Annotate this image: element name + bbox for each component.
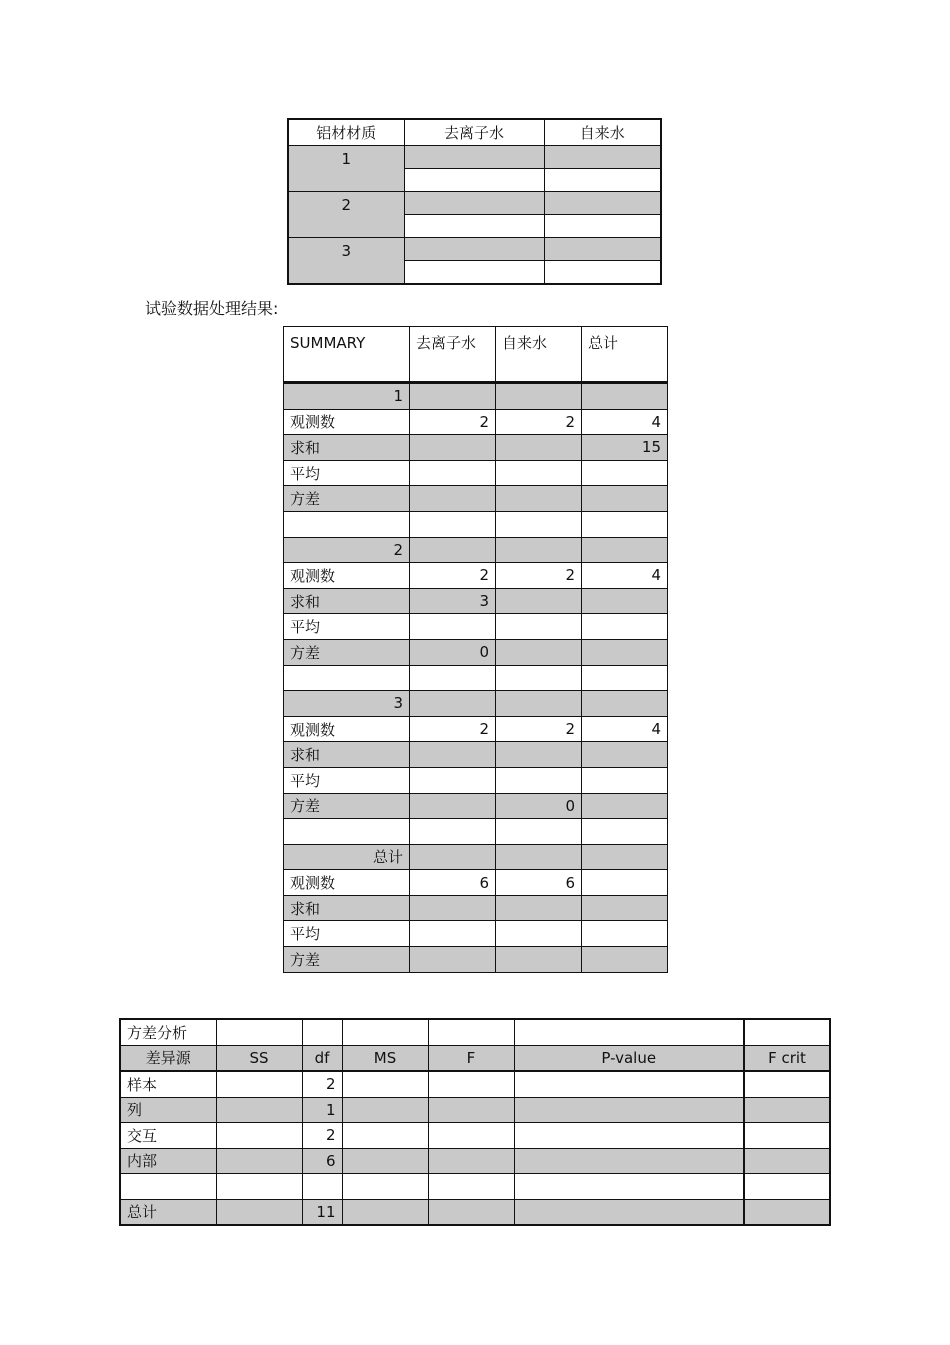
table-cell: [404, 215, 544, 238]
table-row: [284, 383, 668, 410]
summary-table: [283, 326, 668, 973]
table-cell: [544, 192, 661, 215]
table-cell: 11: [302, 1199, 342, 1225]
table-cell: [496, 895, 582, 921]
row-label: [284, 665, 410, 691]
table-cell: [216, 1019, 302, 1045]
table-cell: [216, 1148, 302, 1174]
anova-table: [119, 1018, 831, 1226]
table-cell: [582, 742, 668, 768]
table-cell: [514, 1199, 744, 1225]
table-cell: [428, 1071, 514, 1097]
row-label: 平均: [284, 614, 410, 640]
table-cell: 6: [496, 870, 582, 896]
row-label: 总计: [120, 1199, 216, 1225]
table-cell: [514, 1071, 744, 1097]
table-cell: [582, 486, 668, 512]
table-cell: [342, 1199, 428, 1225]
table-cell: 2: [410, 563, 496, 589]
table-cell: [410, 742, 496, 768]
anova-header: 差异源: [120, 1045, 216, 1071]
table-row: [120, 1123, 830, 1149]
table-row: [288, 238, 661, 261]
table-row: [284, 537, 668, 563]
table-cell: [514, 1123, 744, 1149]
table-cell: [410, 665, 496, 691]
table-cell: [496, 691, 582, 717]
anova-title: 方差分析: [120, 1019, 216, 1045]
table-cell: 4: [582, 563, 668, 589]
table-row: [284, 742, 668, 768]
table-row: [284, 793, 668, 819]
table-cell: [496, 511, 582, 537]
anova-body: [120, 1071, 830, 1225]
group-label: 1: [288, 146, 404, 192]
table-cell: 15: [582, 435, 668, 461]
header-tap-water: 自来水: [544, 119, 661, 146]
table-cell: [404, 238, 544, 261]
table-cell: [342, 1174, 428, 1200]
table-row: [120, 1174, 830, 1200]
table-cell: [428, 1174, 514, 1200]
aluminum-material-table: [287, 118, 662, 285]
table-cell: [582, 819, 668, 845]
table-row: [284, 921, 668, 947]
table-cell: [404, 146, 544, 169]
table-cell: [582, 921, 668, 947]
table-cell: 2: [496, 409, 582, 435]
table-cell: [496, 742, 582, 768]
table-cell: [428, 1123, 514, 1149]
table-cell: [496, 588, 582, 614]
row-label: 3: [284, 691, 410, 717]
table-cell: [496, 665, 582, 691]
table-cell: [496, 947, 582, 973]
row-label: 方差: [284, 486, 410, 512]
anova-header-row: [120, 1045, 830, 1071]
table-cell: [216, 1199, 302, 1225]
row-label: 观测数: [284, 716, 410, 742]
table-row: [284, 486, 668, 512]
row-label: [120, 1174, 216, 1200]
table-cell: [744, 1123, 830, 1149]
table-cell: [496, 614, 582, 640]
table-cell: [496, 486, 582, 512]
row-label: 内部: [120, 1148, 216, 1174]
table-cell: 1: [302, 1097, 342, 1123]
row-label: 2: [284, 537, 410, 563]
table-row: [284, 947, 668, 973]
table-cell: [544, 238, 661, 261]
table-cell: [342, 1019, 428, 1045]
table-row: [288, 192, 661, 215]
table-cell: [216, 1174, 302, 1200]
anova-title-row: [120, 1019, 830, 1045]
table-cell: [428, 1019, 514, 1045]
table-cell: 6: [302, 1148, 342, 1174]
table-row: [284, 767, 668, 793]
table-cell: [496, 639, 582, 665]
table-row: [284, 563, 668, 589]
table-row: [284, 819, 668, 845]
row-label: 总计: [284, 844, 410, 870]
anova-header: P-value: [514, 1045, 744, 1071]
table-cell: [404, 261, 544, 285]
table-cell: 4: [582, 409, 668, 435]
table-row: [284, 716, 668, 742]
table-row: [284, 460, 668, 486]
table-cell: [428, 1148, 514, 1174]
table-cell: [410, 383, 496, 410]
table-cell: [410, 895, 496, 921]
table-cell: [302, 1019, 342, 1045]
table-cell: [514, 1148, 744, 1174]
anova-header: F: [428, 1045, 514, 1071]
table-cell: [544, 146, 661, 169]
table-cell: [410, 435, 496, 461]
table-cell: 2: [302, 1123, 342, 1149]
table-cell: [582, 537, 668, 563]
table-cell: [410, 486, 496, 512]
table-row: [120, 1097, 830, 1123]
table-row: [284, 435, 668, 461]
table-cell: [744, 1019, 830, 1045]
table-cell: [428, 1199, 514, 1225]
table-row: [284, 844, 668, 870]
row-label: 求和: [284, 588, 410, 614]
table-cell: 0: [410, 639, 496, 665]
table-cell: [744, 1148, 830, 1174]
table-cell: [410, 614, 496, 640]
anova-header: df: [302, 1045, 342, 1071]
table-cell: [410, 819, 496, 845]
anova-header: SS: [216, 1045, 302, 1071]
table-cell: [582, 511, 668, 537]
table-cell: [496, 537, 582, 563]
table-cell: [496, 767, 582, 793]
row-label: 观测数: [284, 563, 410, 589]
row-label: [284, 511, 410, 537]
table-cell: [514, 1019, 744, 1045]
table-row: [284, 639, 668, 665]
table-cell: [496, 819, 582, 845]
table-cell: 0: [496, 793, 582, 819]
row-label: 交互: [120, 1123, 216, 1149]
row-label: [284, 819, 410, 845]
table-cell: [582, 895, 668, 921]
table-cell: [744, 1071, 830, 1097]
row-label: 平均: [284, 921, 410, 947]
table-cell: [496, 921, 582, 947]
table-cell: [582, 614, 668, 640]
summary-header: SUMMARY: [284, 327, 410, 383]
table-cell: [410, 691, 496, 717]
table-row: [284, 614, 668, 640]
table-cell: [404, 192, 544, 215]
table-row: [284, 665, 668, 691]
table-row: [284, 409, 668, 435]
table-cell: [216, 1071, 302, 1097]
table-row: [288, 146, 661, 169]
row-label: 观测数: [284, 870, 410, 896]
table-cell: [582, 383, 668, 410]
table-cell: 2: [496, 716, 582, 742]
row-label: 列: [120, 1097, 216, 1123]
table-cell: [496, 435, 582, 461]
table-cell: [302, 1174, 342, 1200]
table-cell: [342, 1123, 428, 1149]
table-cell: [544, 169, 661, 192]
row-label: 求和: [284, 895, 410, 921]
row-label: 1: [284, 383, 410, 410]
table-cell: 6: [410, 870, 496, 896]
table-cell: [744, 1174, 830, 1200]
table-cell: [582, 947, 668, 973]
row-label: 样本: [120, 1071, 216, 1097]
table-cell: [544, 261, 661, 285]
row-label: 平均: [284, 767, 410, 793]
table-cell: [582, 665, 668, 691]
summary-header: 去离子水: [410, 327, 496, 383]
table-cell: [496, 383, 582, 410]
table-cell: [342, 1097, 428, 1123]
group-label: 2: [288, 192, 404, 238]
table-cell: 3: [410, 588, 496, 614]
summary-header: 总计: [582, 327, 668, 383]
table-row: [120, 1199, 830, 1225]
row-label: 观测数: [284, 409, 410, 435]
table-row: [284, 588, 668, 614]
table-cell: [582, 588, 668, 614]
table-cell: [410, 793, 496, 819]
table-header-row: [288, 119, 661, 146]
row-label: 方差: [284, 947, 410, 973]
row-label: 方差: [284, 639, 410, 665]
table-cell: [410, 511, 496, 537]
table-row: [120, 1071, 830, 1097]
table-cell: [744, 1199, 830, 1225]
table-cell: [514, 1174, 744, 1200]
table-cell: [496, 460, 582, 486]
table-row: [120, 1148, 830, 1174]
table-cell: [582, 691, 668, 717]
header-deionized-water: 去离子水: [404, 119, 544, 146]
table-cell: [410, 844, 496, 870]
table-row: [284, 895, 668, 921]
table-cell: [582, 639, 668, 665]
table-cell: [410, 767, 496, 793]
table-cell: 2: [410, 409, 496, 435]
table-cell: [582, 767, 668, 793]
row-label: 求和: [284, 435, 410, 461]
table-cell: [410, 537, 496, 563]
row-label: 平均: [284, 460, 410, 486]
table-cell: [410, 921, 496, 947]
table-cell: [582, 844, 668, 870]
table-cell: [582, 793, 668, 819]
table-row: [284, 511, 668, 537]
table-cell: [342, 1148, 428, 1174]
group-label: 3: [288, 238, 404, 285]
table-cell: [744, 1097, 830, 1123]
header-material: 铝材材质: [288, 119, 404, 146]
anova-header: MS: [342, 1045, 428, 1071]
row-label: 方差: [284, 793, 410, 819]
table-cell: [216, 1123, 302, 1149]
row-label: 求和: [284, 742, 410, 768]
table-row: [284, 691, 668, 717]
table-cell: [582, 870, 668, 896]
table-cell: [410, 460, 496, 486]
table-cell: [216, 1097, 302, 1123]
summary-header: 自来水: [496, 327, 582, 383]
table-cell: [404, 169, 544, 192]
table-cell: [582, 460, 668, 486]
table-cell: [428, 1097, 514, 1123]
summary-header-row: [284, 327, 668, 383]
table-cell: [544, 215, 661, 238]
table-cell: [342, 1071, 428, 1097]
table-cell: 2: [496, 563, 582, 589]
anova-header: F crit: [744, 1045, 830, 1071]
table-cell: 4: [582, 716, 668, 742]
table-row: [284, 870, 668, 896]
results-caption: 试验数据处理结果:: [145, 299, 279, 318]
table-cell: [514, 1097, 744, 1123]
table-cell: 2: [302, 1071, 342, 1097]
table-cell: [496, 844, 582, 870]
summary-body: [284, 383, 668, 973]
table-cell: [410, 947, 496, 973]
table-cell: 2: [410, 716, 496, 742]
